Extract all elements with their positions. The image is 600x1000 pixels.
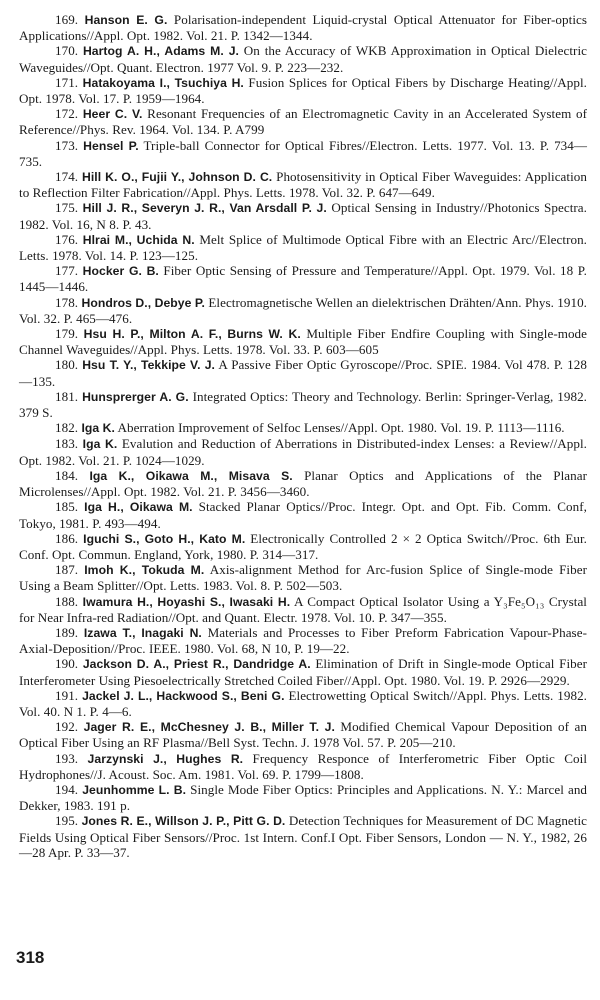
reference-authors: Imoh K., Tokuda M. <box>84 563 205 578</box>
reference-number: 175. <box>55 200 79 216</box>
reference-entry <box>19 200 587 231</box>
reference-authors: Hanson E. G. <box>84 13 168 27</box>
reference-authors: Iga H., Oikawa M. <box>84 500 193 515</box>
reference-text: Frequency Responce of Interferometric Fiber Optic Coil Hydrophones//J. Acoust. Soc. Am. 1981. Vol. 69. P. 1799—1808. <box>19 750 588 782</box>
reference-number: 178. <box>55 294 79 310</box>
reference-authors: Hartog A. H., Adams M. J. <box>82 44 239 59</box>
reference-entry <box>19 719 587 750</box>
reference-entry <box>19 625 587 656</box>
reference-entry <box>19 751 587 782</box>
reference-entry <box>19 782 587 813</box>
reference-number: 184. <box>55 467 79 483</box>
reference-text: Single Mode Fiber Optics: Principles and Applications. N. Y.: Marcel and Dekker, 1983. 191 p. <box>19 781 588 814</box>
reference-number: 194. <box>55 781 79 797</box>
reference-number: 179. <box>55 326 79 342</box>
reference-authors: Jeunhomme L. B. <box>82 782 187 797</box>
reference-number: 182. <box>55 420 79 436</box>
reference-text: Planar Optics and Applications of the Planar Microlenses//Appl. Opt. 1982. Vol. 21. P. 3456—3460. <box>19 467 587 500</box>
reference-text: Integrated Optics: Theory and Technology. Berlin: Springer-Verlag, 1982. 379 S. <box>19 388 588 421</box>
reference-number: 171. <box>55 74 79 90</box>
reference-number: 185. <box>55 499 79 515</box>
reference-entry <box>19 138 587 169</box>
reference-authors: Jackel J. L., Hackwood S., Beni G. <box>82 688 285 703</box>
reference-text: Melt Splice of Multimode Optical Fibre with an Electric Arc//Electron. Letts. 1978. Vol. 14. P. 123—125. <box>19 231 587 264</box>
reference-authors: Iguchi S., Goto H., Kato M. <box>83 531 246 546</box>
reference-entry <box>19 106 587 137</box>
reference-entry <box>19 389 587 420</box>
reference-number: 189. <box>55 624 79 640</box>
reference-text: Modified Chemical Vapour Deposition of an Optical Fiber Using an RF Plasma//Bell Syst. Techn. J. 1978 Vol. 57. P. 205—210. <box>19 719 587 751</box>
reference-text: Electrowetting Optical Switch//Appl. Phys. Letts. 1982. Vol. 40. N 1. P. 4—6. <box>19 687 587 719</box>
reference-text: A Passive Fiber Optic Gyroscope//Proc. SPIE. 1984. Vol 478. P. 128—135. <box>19 357 587 389</box>
reference-authors: Iga K. <box>81 421 115 436</box>
reference-entry <box>19 499 587 530</box>
reference-number: 191. <box>55 687 79 703</box>
reference-text: Fusion Splices for Optical Fibers by Discharge Heating//Appl. Opt. 1978. Vol. 17. P. 1959—1964. <box>19 74 588 107</box>
reference-number: 183. <box>55 436 79 452</box>
reference-entry <box>19 594 587 625</box>
reference-text: Detection Techniques for Measurement of DC Magnetic Fields Using Optical Fiber Sensors//Proc. 1st Intern. Conf.I Opt. Fiber Sensors, London — N. Y., 1982, 26—28 Apr. P. 33—37. <box>19 813 588 860</box>
reference-entry <box>19 43 587 74</box>
reference-authors: Hill J. R., Severyn J. R., Van Arsdall P. J. <box>82 201 327 216</box>
reference-entry <box>19 12 587 43</box>
reference-authors: Iga K. <box>82 437 118 452</box>
page-number: 318 <box>16 948 45 967</box>
reference-authors: Jager R. E., McChesney J. B., Miller T. J. <box>83 720 335 735</box>
reference-text: Resonant Frequencies of an Electromagnetic Cavity in an Accelerated System of Reference//Phys. Rev. 1964. Vol. 134. P. A799 <box>19 106 587 138</box>
reference-authors: Heer C. V. <box>82 107 143 122</box>
reference-authors: Hlrai M., Uchida N. <box>82 232 195 247</box>
reference-entry <box>19 169 587 200</box>
reference-entry <box>19 326 587 357</box>
reference-entry <box>19 813 587 860</box>
reference-authors: Hondros D., Debye P. <box>81 295 205 310</box>
reference-number: 176. <box>55 231 79 247</box>
reference-authors: Jackson D. A., Priest R., Dandridge A. <box>82 657 311 672</box>
reference-number: 188. <box>55 593 79 609</box>
reference-entry <box>19 436 587 467</box>
reference-number: 169. <box>55 12 79 27</box>
reference-authors: Hsu H. P., Milton A. F., Burns W. K. <box>83 327 301 342</box>
reference-entry <box>19 688 587 719</box>
reference-number: 173. <box>55 137 79 153</box>
reference-entry <box>19 263 587 294</box>
reference-number: 174. <box>55 169 79 185</box>
reference-entry <box>19 420 587 436</box>
reference-list <box>19 12 587 860</box>
reference-entry <box>19 232 587 263</box>
reference-text: Materials and Processes to Fiber Preform Fabrication Vapour-Phase-Axial-Deposition//Proc. IEEE. 1980. Vol. 68, N 10, P. 19—22. <box>19 624 587 657</box>
reference-text: Fiber Optic Sensing of Pressure and Temperature//Appl. Opt. 1979. Vol. 18 P. 1445—1446. <box>19 263 587 295</box>
reference-authors: Hensel P. <box>83 138 139 153</box>
reference-authors: Iwamura H., Hoyashi S., Iwasaki H. <box>82 594 291 609</box>
reference-entry <box>19 75 587 106</box>
reference-number: 180. <box>55 357 79 373</box>
reference-authors: Jarzynski J., Hughes R. <box>87 751 244 766</box>
reference-authors: Hill K. O., Fujii Y., Johnson D. C. <box>82 170 273 185</box>
reference-text: Elimination of Drift in Single-mode Optical Fiber Interferometer Using Piesoelectrically Stretched Coiled Fiber//Appl. Opt. 1980. Vol. 19. P. 2926—2929. <box>19 656 588 688</box>
reference-text: Electromagnetische Wellen an dielektrischen Drähten/Ann. Phys. 1910. Vol. 32. P. 465—476. <box>19 294 588 326</box>
reference-number: 195. <box>55 813 79 829</box>
reference-text: Axis-alignment Method for Arc-fusion Splice of Single-mode Fiber Using a Beam Splitter//Opt. Letts. 1983. Vol. 8. P. 502—503. <box>19 562 587 594</box>
reference-entry <box>19 357 587 388</box>
reference-entry <box>19 295 587 326</box>
reference-text: Optical Sensing in Industry//Photonics Spectra. 1982. Vol. 16, N 8. P. 43. <box>19 200 587 232</box>
reference-authors: Hunsprerger A. G. <box>82 389 189 404</box>
reference-text: Photosensitivity in Optical Fiber Waveguides: Application to Reflection Filter Fabrication//Appl. Phys. Letts. 1978. Vol. 32. P. 647—649. <box>19 169 587 201</box>
reference-authors: Izawa T., Inagaki N. <box>83 625 202 640</box>
reference-number: 193. <box>55 750 79 766</box>
reference-entry <box>19 562 587 593</box>
reference-number: 187. <box>55 562 79 578</box>
reference-authors: Jones R. E., Willson J. P., Pitt G. D. <box>81 814 286 829</box>
reference-number: 172. <box>55 106 79 122</box>
reference-entry <box>19 531 587 562</box>
reference-text: Electronically Controlled 2 × 2 Optica Switch//Proc. 6th Eur. Conf. Opt. Commun. England, York, 1980. P. 314—317. <box>19 530 587 562</box>
reference-number: 186. <box>55 530 79 546</box>
reference-authors: Hatakoyama I., Tsuchiya H. <box>82 75 244 90</box>
reference-text: Triple-ball Connector for Optical Fibres//Electron. Letts. 1977. Vol. 13. P. 734—735. <box>19 137 588 169</box>
reference-number: 190. <box>55 656 79 672</box>
reference-text: Evalution and Reduction of Aberrations in Distributed-index Lenses: a Review//Appl. Opt. 1982. Vol. 21. P. 1024—1029. <box>19 436 588 468</box>
reference-text: Stacked Planar Optics//Proc. Integr. Opt. and Opt. Fib. Comm. Conf, Tokyo, 1981. P. 493—494. <box>19 499 587 531</box>
reference-text: Multiple Fiber Endfire Coupling with Single-mode Channel Waveguides//Appl. Phys. Letts. 1978. Vol. 33. P. 603—605 <box>19 326 588 358</box>
reference-number: 192. <box>55 719 79 735</box>
reference-text: Polarisation-independent Liquid-crystal Optical Attenuator for Fiber-optics Applications//Appl. Opt. 1982. Vol. 21. P. 1342—1344. <box>19 12 588 44</box>
reference-entry <box>19 468 587 499</box>
reference-authors: Iga K., Oikawa M., Misava S. <box>89 468 293 483</box>
reference-number: 170. <box>55 43 79 59</box>
reference-entry <box>19 656 587 687</box>
reference-text: Aberration Improvement of Selfoc Lenses//Appl. Opt. 1980. Vol. 19. P. 1113—1116. <box>117 420 565 436</box>
reference-text: A Compact Optical Isolator Using a Y₃Fe₅O₁₃ Crystal for Near Infra-red Radiation//Opt. and Quant. Electr. 1978. Vol. 10. P. 347—355. <box>19 593 587 625</box>
reference-number: 177. <box>55 263 79 279</box>
reference-text: On the Accuracy of WKB Approximation in Optical Dielectric Waveguides//Opt. Quant. Electron. 1977 Vol. 9. P. 223—232. <box>19 43 587 75</box>
reference-authors: Hsu T. Y., Tekkipe V. J. <box>82 358 215 373</box>
reference-authors: Hocker G. B. <box>82 264 159 279</box>
reference-number: 181. <box>55 388 79 404</box>
